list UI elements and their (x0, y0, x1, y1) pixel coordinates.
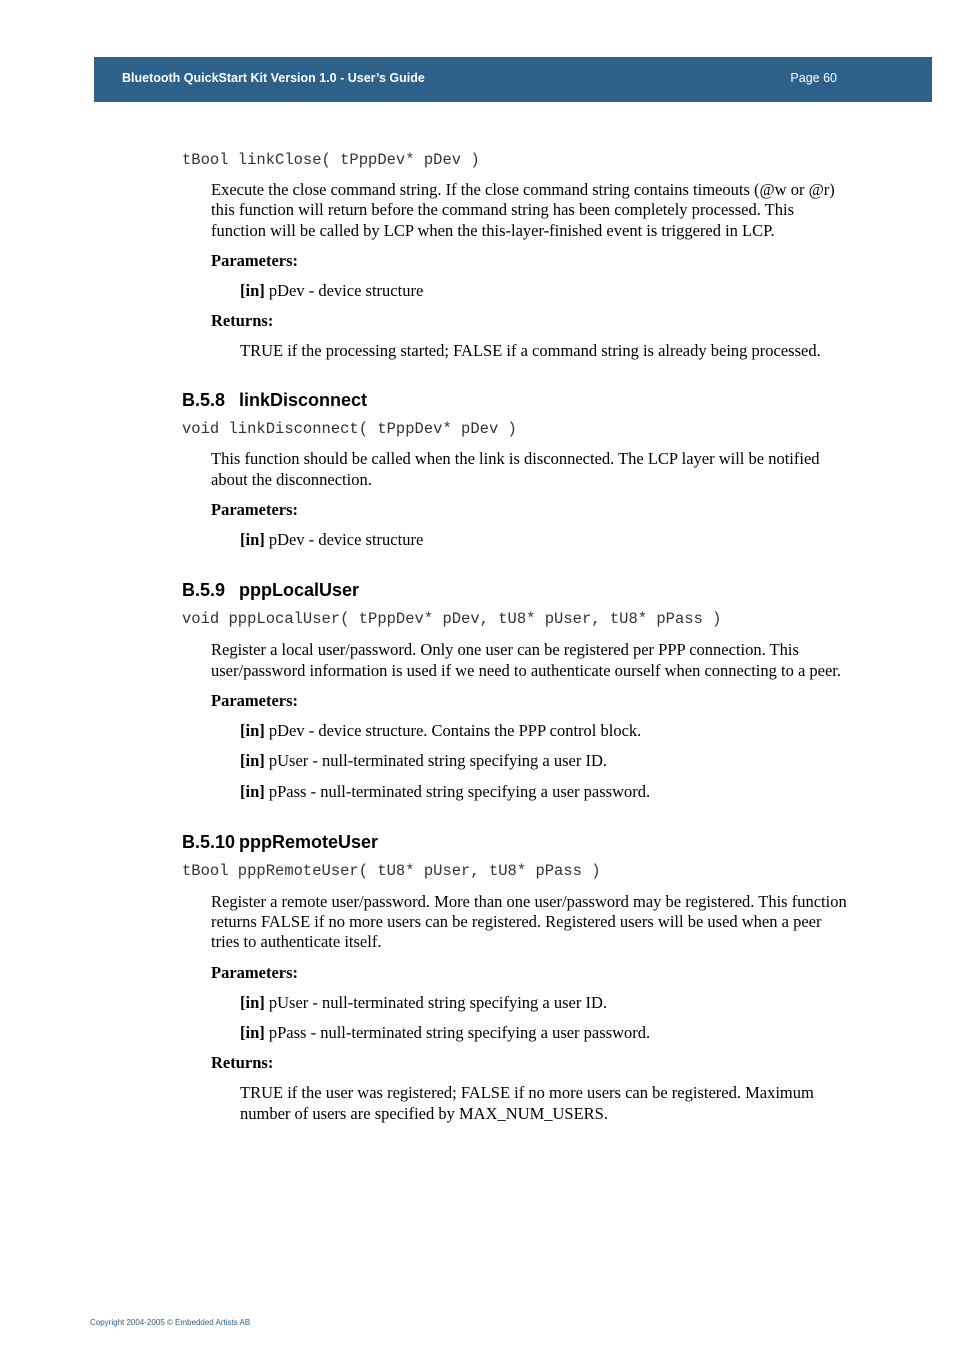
section-number: B.5.8 (182, 390, 226, 411)
parameter-item (240, 782, 852, 802)
returns-text: TRUE if the user was registered; FALSE if no more users can be registered. Maximum number of users are specified by MAX_NUM_USERS. (240, 1083, 814, 1123)
param-text: pPass - null-terminated string specifying a user password. (264, 781, 651, 801)
returns-label: Returns: (211, 1053, 274, 1073)
document-body (182, 150, 852, 1124)
parameter-item (240, 721, 852, 741)
returns-label: Returns: (211, 311, 274, 331)
function-description: Register a remote user/password. More than one user/password may be registered. This function returns FALSE if no more users can be registered. Registered users will be used when a peer tries to authenticate itself. (211, 891, 847, 952)
function-linkclose (182, 150, 852, 361)
param-direction: [in] (240, 530, 265, 550)
param-text: pPass - null-terminated string specifying a user password. (264, 1023, 651, 1043)
section-ppplocaluser (182, 579, 852, 801)
section-heading (182, 389, 852, 411)
param-text: pDev - device structure (264, 530, 424, 550)
section-heading (182, 579, 852, 601)
section-linkdisconnect (182, 389, 852, 550)
param-text: pUser - null-terminated string specifying a user ID. (264, 751, 608, 771)
section-title: linkDisconnect (239, 390, 368, 411)
param-text: pDev - device structure (264, 280, 424, 300)
param-direction: [in] (240, 781, 265, 801)
parameter-item (240, 281, 852, 301)
parameters-label: Parameters: (211, 500, 299, 520)
section-pppremoteuser (182, 831, 852, 1124)
copyright-text: Copyright 2004-2005 © Embedded Artists AB (90, 1318, 251, 1327)
param-direction: [in] (240, 992, 265, 1012)
param-direction: [in] (240, 280, 265, 300)
page-number: Page 60 (790, 71, 837, 85)
function-description: Register a local user/password. Only one user can be registered per PPP connection. This user/password information is used if we need to authenticate ourself when connecting to a peer. (211, 640, 842, 680)
function-description: This function should be called when the link is disconnected. The LCP layer will be notified about the disconnection. (211, 449, 820, 489)
param-text: pDev - device structure. Contains the PPP control block. (264, 720, 642, 740)
section-heading (182, 831, 852, 853)
returns-text: TRUE if the processing started; FALSE if a command string is already being processed. (240, 341, 821, 361)
param-direction: [in] (240, 1023, 265, 1043)
function-signature: void linkDisconnect( tPppDev* pDev ) (182, 420, 517, 439)
parameters-label: Parameters: (211, 250, 299, 270)
parameter-item (240, 1023, 852, 1043)
page-header (94, 57, 932, 102)
function-signature: tBool pppRemoteUser( tU8* pUser, tU8* pPass ) (182, 861, 601, 880)
parameter-item (240, 751, 852, 771)
param-direction: [in] (240, 751, 265, 771)
page-footer (90, 1318, 250, 1327)
parameters-label: Parameters: (211, 690, 299, 710)
param-text: pUser - null-terminated string specifying a user ID. (264, 992, 608, 1012)
section-title: pppLocalUser (239, 580, 360, 601)
function-signature: void pppLocalUser( tPppDev* pDev, tU8* pUser, tU8* pPass ) (182, 610, 722, 629)
section-number: B.5.9 (182, 580, 226, 601)
document-title: Bluetooth QuickStart Kit Version 1.0 - User’s Guide (122, 71, 425, 85)
function-description: Execute the close command string. If the close command string contains timeouts (@w or @r) this function will return before the command string has been completely processed. This function will be called by LCP when the this-layer-finished event is triggered in LCP. (211, 180, 835, 240)
parameter-item (240, 993, 852, 1013)
parameters-label: Parameters: (211, 962, 299, 982)
parameter-item (240, 530, 852, 550)
section-number: B.5.10 (182, 831, 236, 852)
param-direction: [in] (240, 720, 265, 740)
section-title: pppRemoteUser (239, 831, 379, 852)
function-signature: tBool linkClose( tPppDev* pDev ) (182, 151, 480, 169)
